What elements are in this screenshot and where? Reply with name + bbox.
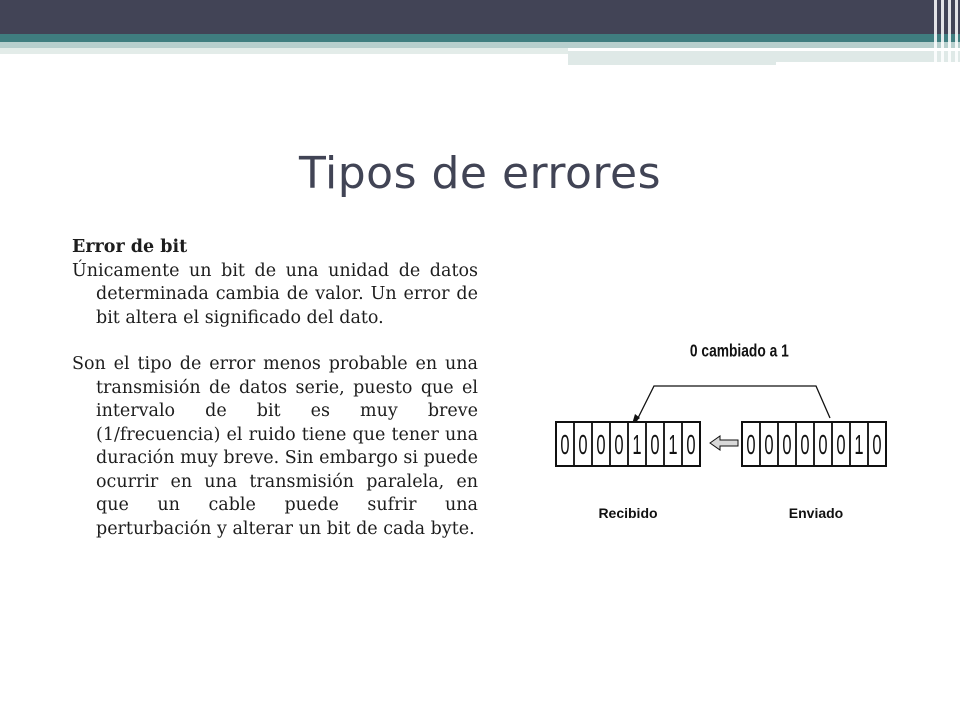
- slide-body: [72, 236, 478, 541]
- received-bit-value: 0: [560, 428, 570, 461]
- header-vertical-stripes: [930, 0, 960, 66]
- header-underline-highlight: [568, 48, 888, 51]
- subheading: Error de bit: [72, 237, 188, 257]
- sent-bit-value: 0: [872, 428, 882, 461]
- received-label: Recibido: [598, 505, 658, 521]
- received-bit-value: 0: [686, 428, 696, 461]
- sent-bit-value: 0: [818, 428, 828, 461]
- annotation-label: 0 cambiado a 1: [689, 342, 789, 361]
- received-bit-value: 0: [596, 428, 606, 461]
- sent-bit-value: 0: [800, 428, 810, 461]
- sent-label: Enviado: [788, 505, 844, 521]
- received-bit-value: 1: [632, 428, 642, 461]
- annotation-bracket: [636, 386, 830, 422]
- paragraph-2: Son el tipo de error menos probable en una transmisión de datos serie, puesto que el intervalo de bit es muy breve (1/frecuencia) el ruido tiene que tener una duración muy breve. Sin embargo si puede ocurrir en una transmisión paralela, en que un cable puede sufrir una perturbación y alterar un bit de cada byte.: [72, 354, 478, 539]
- sent-bit-value: 0: [782, 428, 792, 461]
- sent-bit-value: 0: [746, 428, 756, 461]
- bit-error-diagram: [548, 330, 910, 530]
- received-bit-value: 1: [668, 428, 678, 461]
- paragraph-1: Únicamente un bit de una unidad de datos determinada cambia de valor. Un error de bit altera el significado del dato.: [72, 260, 478, 328]
- header-underline-left: [0, 48, 568, 54]
- received-bit-value: 0: [578, 428, 588, 461]
- received-bit-value: 0: [650, 428, 660, 461]
- sent-bit-value: 1: [854, 428, 864, 461]
- transfer-arrow: [710, 436, 738, 450]
- slide-title: Tipos de errores: [298, 148, 662, 199]
- received-register: [556, 422, 700, 466]
- received-bit-value: 0: [614, 428, 624, 461]
- header-accent-band: [0, 34, 960, 42]
- sent-bit-value: 0: [836, 428, 846, 461]
- header-band: [0, 0, 960, 34]
- sent-bit-value: 0: [764, 428, 774, 461]
- sent-register: [742, 422, 886, 466]
